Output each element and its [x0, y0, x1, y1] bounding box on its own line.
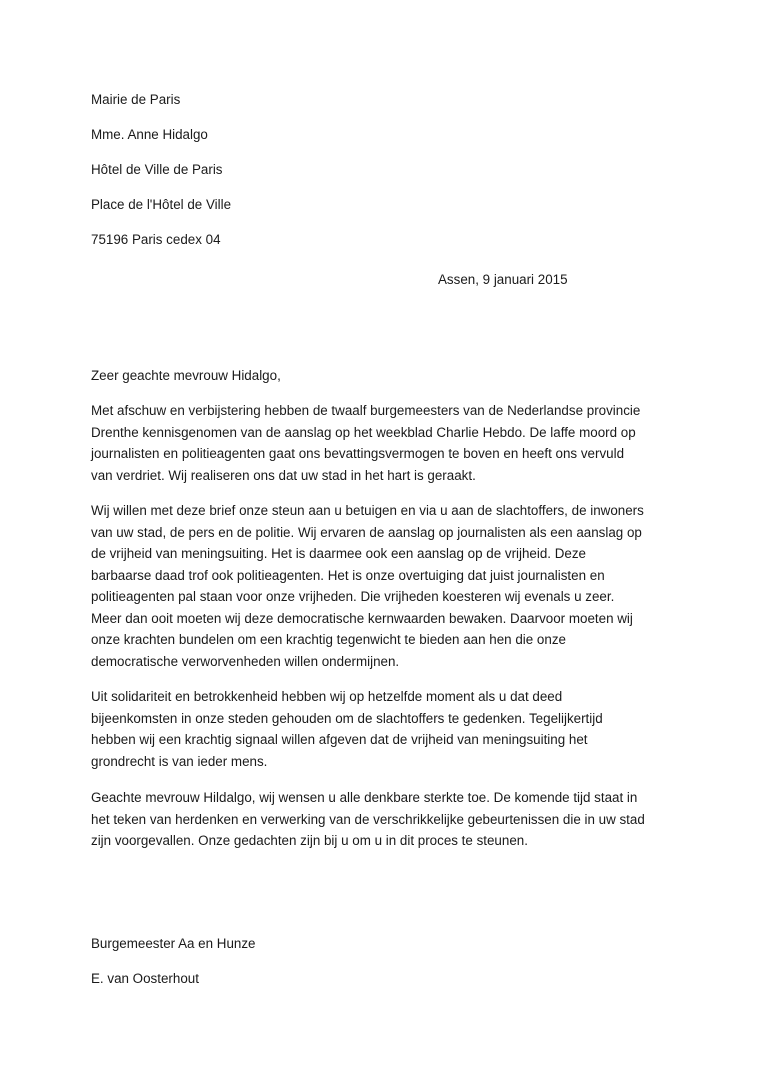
- body-paragraph-2: [91, 500, 691, 672]
- paragraph-line: onze krachten bundelen om een krachtig tegenwicht te bieden aan hen die onze: [91, 632, 566, 647]
- paragraph-line: barbaarse daad trof ook politieagenten. Het is onze overtuiging dat juist journalisten en: [91, 567, 605, 583]
- paragraph-line: het teken van herdenken en verwerking van de verschrikkelijke gebeurtenissen die in uw stad: [91, 811, 645, 827]
- paragraph-line: de vrijheid van meningsuiting. Het is daarmee ook een aanslag op de vrijheid. Deze: [91, 546, 587, 561]
- recipient-building: Hôtel de Ville de Paris: [91, 162, 223, 177]
- paragraph-line: Met afschuw en verbijstering hebben de twaalf burgemeesters van de Nederlandse provincie: [91, 403, 641, 418]
- body-paragraph-3: [91, 686, 691, 772]
- paragraph-line: grondrecht is van ieder mens.: [91, 753, 268, 769]
- salutation: Zeer geachte mevrouw Hidalgo,: [91, 368, 281, 383]
- place-date: Assen, 9 januari 2015: [438, 272, 568, 287]
- paragraph-line: politieagenten pal staan voor onze vrijheden. Die vrijheden koesteren wij evenals u zeer.: [91, 589, 615, 604]
- paragraph-line: Geachte mevrouw Hildalgo, wij wensen u alle denkbare sterkte toe. De komende tijd staat in: [91, 790, 638, 805]
- paragraph-line: Wij willen met deze brief onze steun aan u betuigen en via u aan de slachtoffers, de inwoners: [91, 503, 644, 518]
- paragraph-line: Uit solidariteit en betrokkenheid hebben wij op hetzelfde moment als u dat deed: [91, 689, 563, 704]
- signature-title: Burgemeester Aa en Hunze: [91, 936, 256, 951]
- recipient-postal: 75196 Paris cedex 04: [91, 232, 221, 247]
- recipient-street: Place de l'Hôtel de Ville: [91, 197, 232, 212]
- paragraph-line: democratische verworvenheden willen ondermijnen.: [91, 653, 400, 669]
- paragraph-line: journalisten en politieagenten gaat ons bevattingsvermogen te boven en heeft ons vervuld: [91, 446, 625, 461]
- body-paragraph-1: [91, 400, 691, 486]
- paragraph-line: zijn voorgevallen. Onze gedachten zijn bij u om u in dit proces te steunen.: [91, 833, 528, 848]
- paragraph-line: van uw stad, de pers en de politie. Wij ervaren de aanslag op journalisten als een aanslag op: [91, 524, 642, 540]
- body-paragraph-4: [91, 787, 691, 852]
- paragraph-line: van verdriet. Wij realiseren ons dat uw stad in het hart is geraakt.: [91, 467, 476, 483]
- recipient-name: Mme. Anne Hidalgo: [91, 127, 208, 142]
- paragraph-line: Meer dan ooit moeten wij deze democratische kernwaarden bewaken. Daarvoor moeten wij: [91, 610, 633, 626]
- paragraph-line: hebben wij een krachtig signaal willen afgeven dat de vrijheid van meningsuiting het: [91, 732, 588, 747]
- signature-name: E. van Oosterhout: [91, 971, 199, 986]
- paragraph-line: Drenthe kennisgenomen van de aanslag op het weekblad Charlie Hebdo. De laffe moord op: [91, 424, 636, 440]
- recipient-organisation: Mairie de Paris: [91, 92, 181, 107]
- paragraph-line: bijeenkomsten in onze steden gehouden om de slachtoffers te gedenken. Tegelijkertijd: [91, 710, 603, 726]
